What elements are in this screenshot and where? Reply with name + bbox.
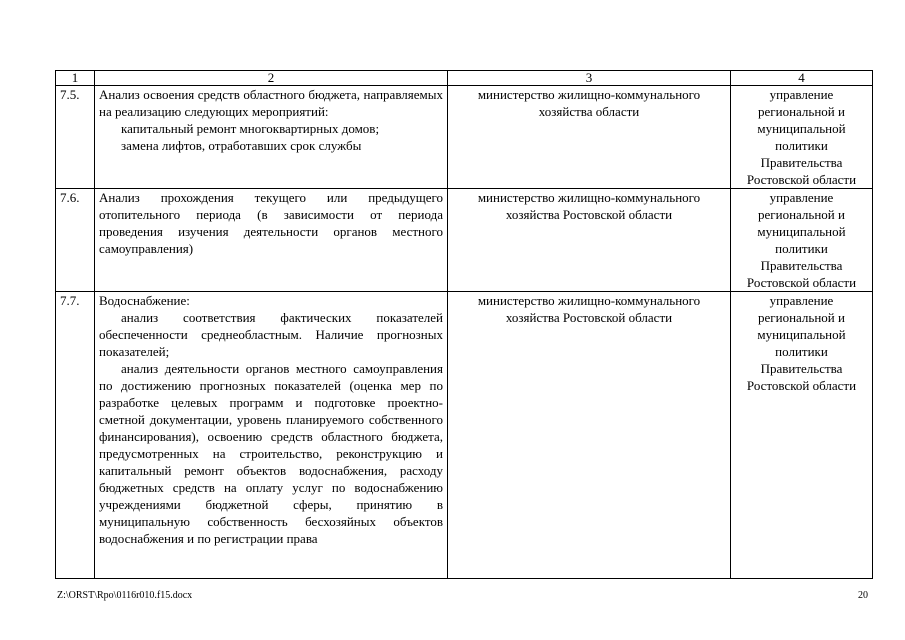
table-row [56, 86, 873, 189]
description-intro: Анализ прохождения текущего или предыдущего отопительного периода (в зависимости от периода проведения изучения деятельности органов местного самоуправления) [99, 190, 443, 256]
row-description [95, 292, 448, 579]
table-header-row [56, 71, 873, 86]
description-clip [99, 292, 443, 578]
description-paragraph: анализ деятельности органов местного самоуправления по достижению прогнозных показателей (оценка мер по разработке целевых программ и подготовке проектно-сметной документации, уровень планируемого собственного финансирования), освоению средств областного бюджета, предусмотренных на строительство, реконструкцию и капитальный ремонт объектов водоснабжения, расходу бюджетных средств на оплату услуг по водоснабжению учреждениями бюджетной сферы, принятию в муниципальную собственность бесхозяйных объектов водоснабжения и по регистрации права [99, 361, 443, 546]
table-row [56, 292, 873, 579]
file-path: Z:\ORST\Rpo\0116r010.f15.docx [57, 590, 193, 601]
row-executor: министерство жилищно-коммунального хозяйства области [448, 86, 731, 189]
row-responsible: управление региональной и муниципальной политики Правительства Ростовской области [731, 189, 873, 292]
description-item: капитальный ремонт многоквартирных домов; [121, 121, 380, 136]
table-row [56, 189, 873, 292]
header-cell-4: 4 [731, 71, 873, 86]
page-number: 20 [858, 590, 868, 601]
row-responsible: управление региональной и муниципальной политики Правительства Ростовской области [731, 292, 873, 579]
header-cell-2: 2 [95, 71, 448, 86]
plan-table [55, 70, 873, 579]
row-executor: министерство жилищно-коммунального хозяйства Ростовской области [448, 189, 731, 292]
header-cell-3: 3 [448, 71, 731, 86]
description-intro: Анализ освоения средств областного бюджета, направляемых на реализацию следующих мероприятий: [99, 87, 443, 119]
row-executor: министерство жилищно-коммунального хозяйства Ростовской области [448, 292, 731, 579]
row-description [95, 189, 448, 292]
row-number: 7.5. [56, 86, 95, 189]
row-description [95, 86, 448, 189]
description-paragraph: анализ соответствия фактических показателей обеспеченности среднеобластным. Наличие прогнозных показателей; [99, 310, 443, 359]
row-number: 7.6. [56, 189, 95, 292]
row-number: 7.7. [56, 292, 95, 579]
row-responsible: управление региональной и муниципальной политики Правительства Ростовской области [731, 86, 873, 189]
header-cell-1: 1 [56, 71, 95, 86]
description-intro: Водоснабжение: [99, 293, 190, 308]
description-item: замена лифтов, отработавших срок службы [121, 138, 362, 153]
